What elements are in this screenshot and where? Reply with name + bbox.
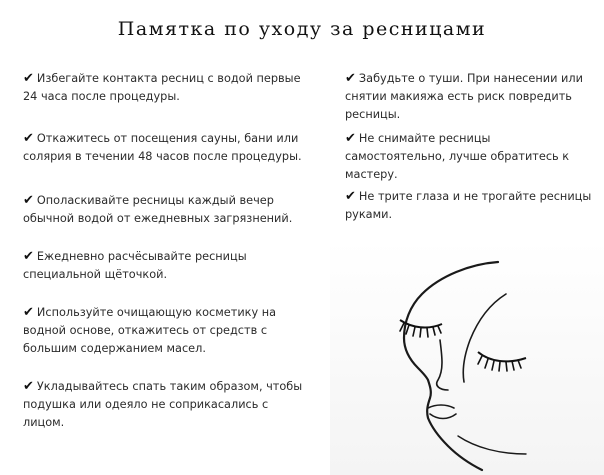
- check-icon: ✔: [23, 305, 34, 320]
- check-icon: ✔: [345, 189, 356, 204]
- tip-text: Ежедневно расчёсывайте ресницы специальной щёточкой.: [23, 250, 247, 281]
- tip-item: [23, 192, 313, 228]
- check-icon: ✔: [345, 131, 356, 146]
- check-icon: ✔: [23, 379, 34, 394]
- tip-text: Укладывайтесь спать таким образом, чтобы подушка или одеяло не соприкасались с лицом.: [23, 380, 303, 429]
- page-title: Памятка по уходу за ресницами: [117, 18, 487, 40]
- tip-item: [23, 130, 323, 166]
- check-icon: ✔: [345, 71, 356, 86]
- tip-item: [23, 378, 313, 432]
- illustration-background: [330, 240, 604, 475]
- check-icon: ✔: [23, 131, 34, 146]
- tip-text: Забудьте о туши. При нанесении или снятии макияжа есть риск повредить ресницы.: [345, 72, 583, 121]
- check-icon: ✔: [23, 71, 34, 86]
- tip-item: [23, 304, 298, 358]
- tip-item: [345, 188, 595, 224]
- tip-text: Избегайте контакта ресниц с водой первые 24 часа после процедуры.: [23, 72, 301, 103]
- tip-item: [23, 70, 318, 106]
- tip-text: Не трите глаза и не трогайте ресницы руками.: [345, 190, 592, 221]
- tip-item: [23, 248, 258, 284]
- tip-text: Не снимайте ресницы самостоятельно, лучше обратитесь к мастеру.: [345, 132, 570, 181]
- check-icon: ✔: [23, 249, 34, 264]
- tip-text: Используйте очищающую косметику на водной основе, откажитесь от средств с большим содержанием масел.: [23, 306, 277, 355]
- check-icon: ✔: [23, 193, 34, 208]
- tip-item: [345, 70, 595, 124]
- tip-item: [345, 130, 590, 184]
- tip-text: Ополаскивайте ресницы каждый вечер обычной водой от ежедневных загрязнений.: [23, 194, 293, 225]
- tip-text: Откажитесь от посещения сауны, бани или солярия в течении 48 часов после процедуры.: [23, 132, 302, 163]
- face-illustration: [330, 240, 604, 475]
